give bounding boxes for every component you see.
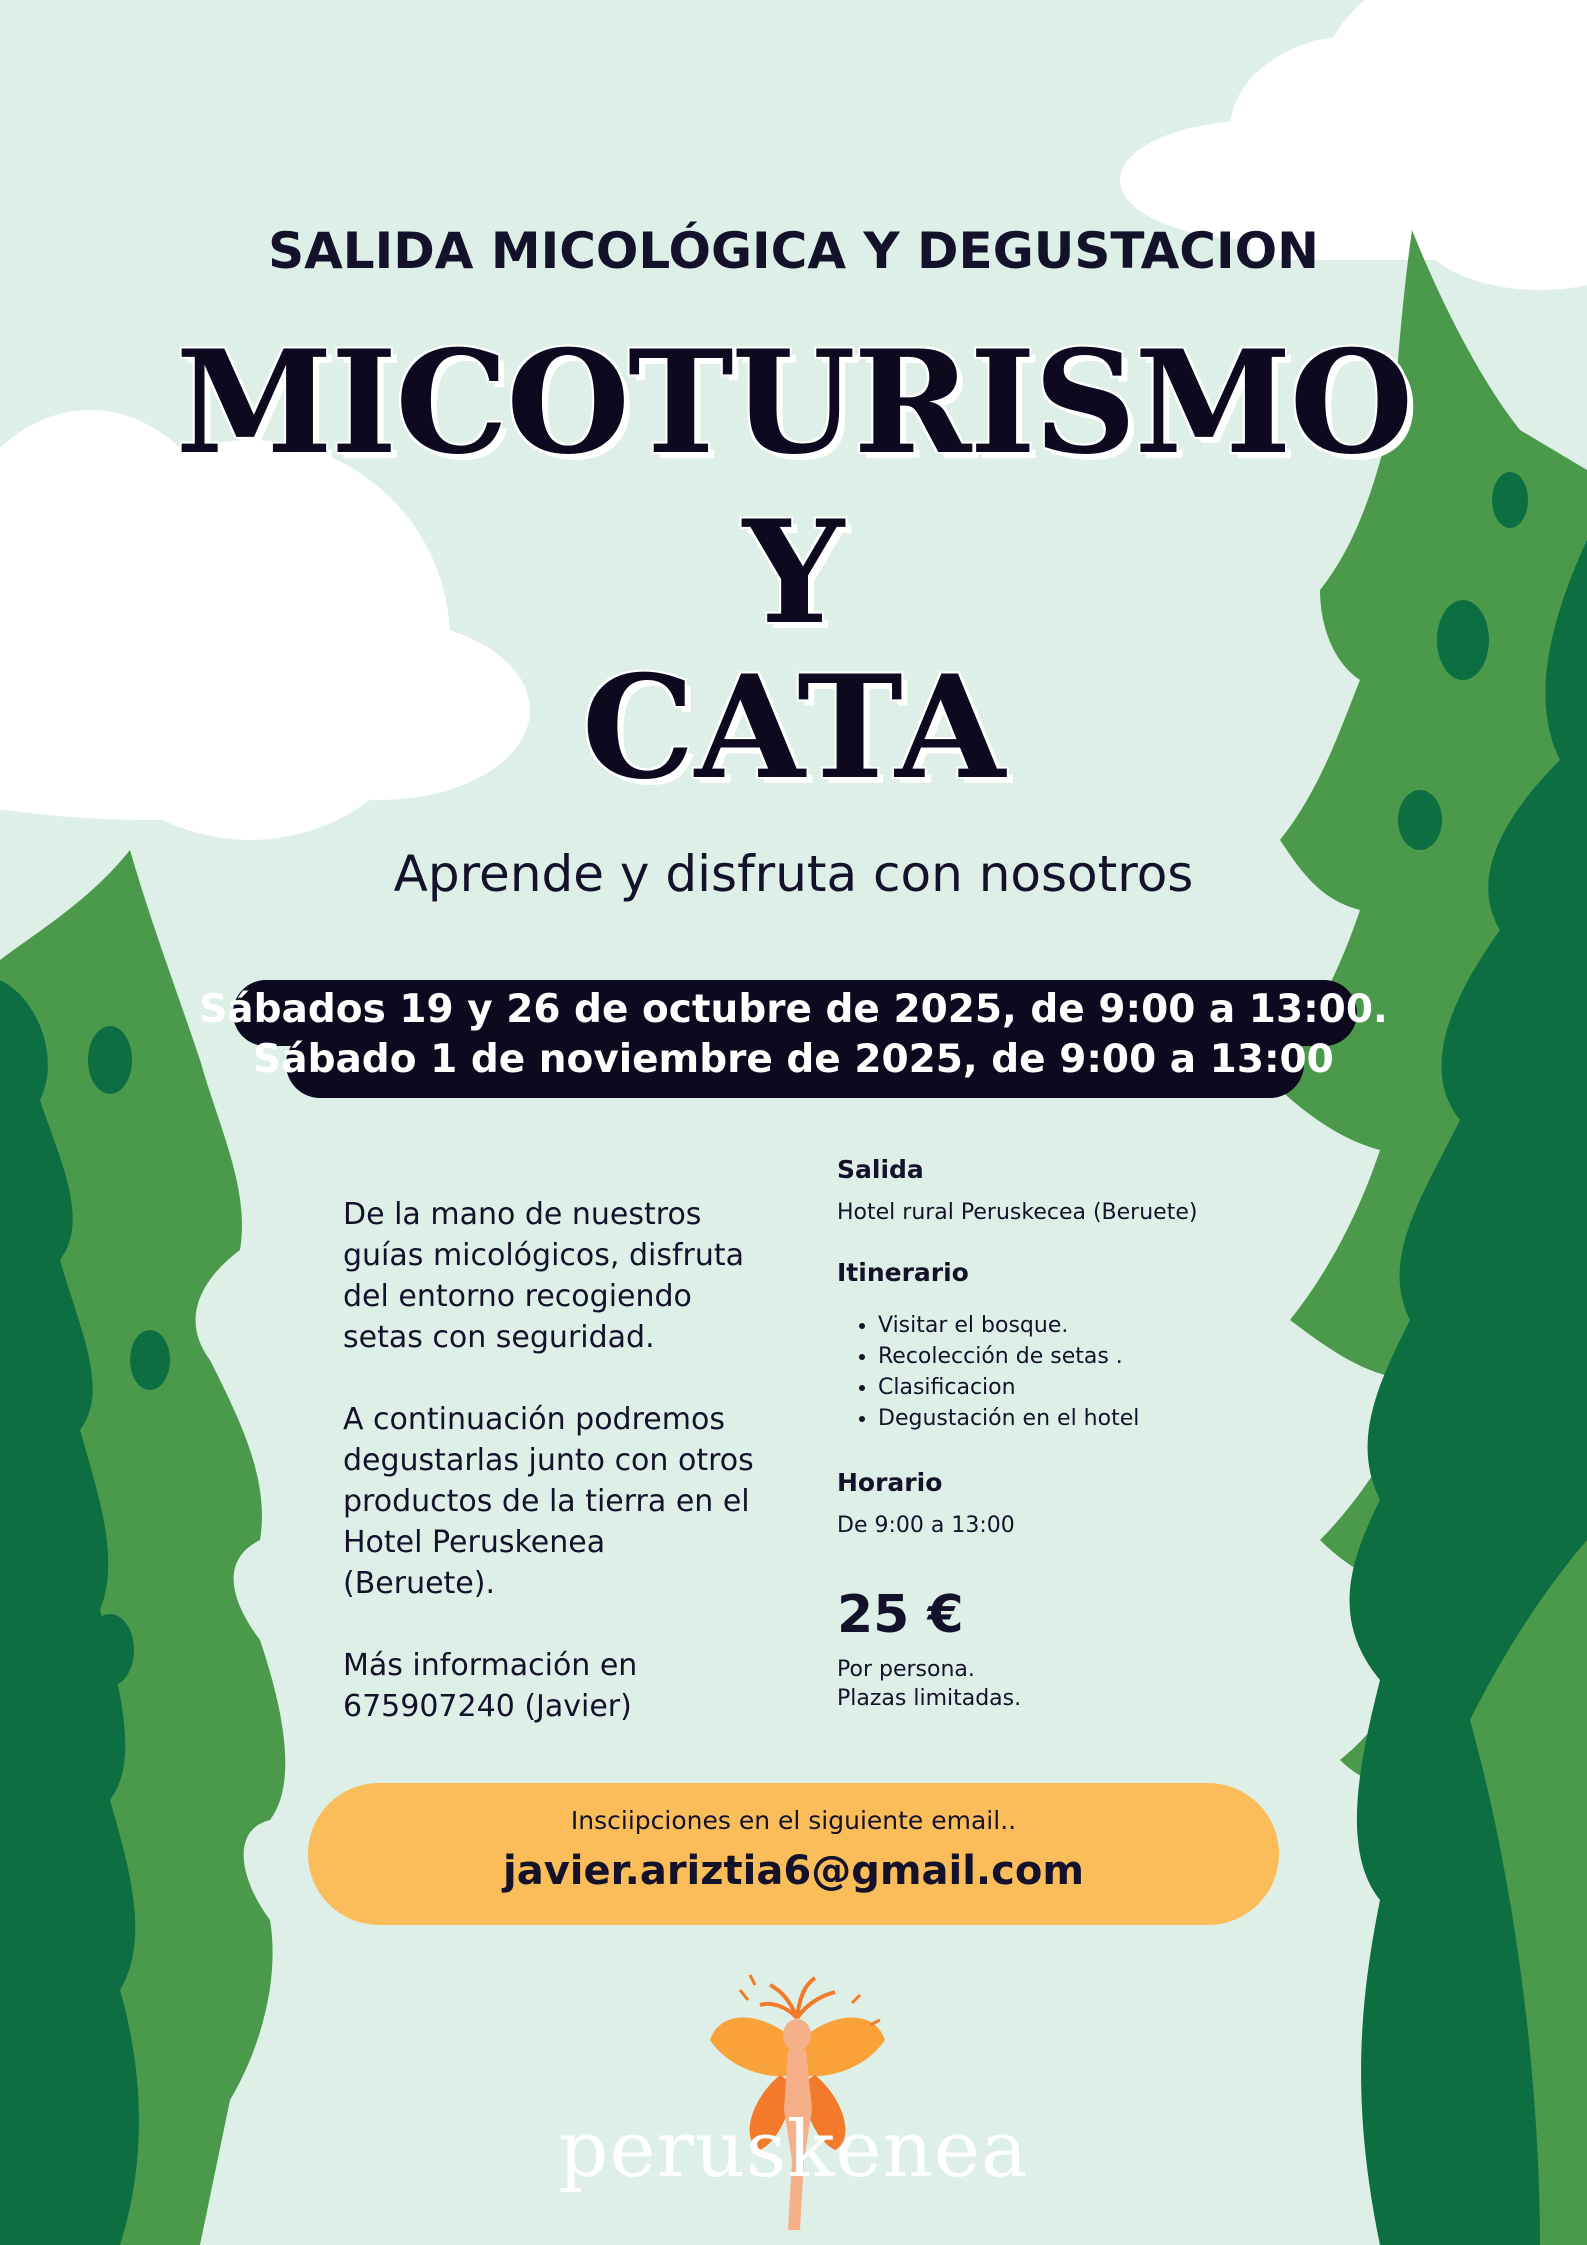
brand-logo-text: peruskenea (558, 2105, 1029, 2195)
event-subtitle: SALIDA MICOLÓGICA Y DEGUSTACION (268, 222, 1319, 280)
horario-heading: Horario (837, 1468, 943, 1497)
itinerario-heading: Itinerario (837, 1258, 969, 1287)
tagline: Aprende y disfruta con nosotros (393, 845, 1194, 903)
registration-email-link[interactable]: javier.ariztia6@gmail.com (503, 1848, 1084, 1894)
more-info-paragraph: Más información en 675907240 (Javier) (343, 1648, 638, 1724)
registration-intro: Insciipciones en el siguiente email.. (570, 1806, 1017, 1835)
description-paragraph-2: A continuación podremos degustarlas junto con otros productos de la tierra en el Hotel Peruskenea (Beruete). (343, 1402, 754, 1601)
salida-text: Hotel rural Peruskecea (Beruete) (837, 1200, 1198, 1225)
itinerario-item: • Recolección de setas . (878, 1341, 1139, 1372)
price: 25 € (837, 1585, 964, 1645)
itinerario-item: • Degustación en el hotel (878, 1403, 1139, 1434)
itinerario-item: • Visitar el bosque. (878, 1310, 1139, 1341)
itinerario-item: • Clasificacion (878, 1372, 1139, 1403)
date-line-1: Sábados 19 y 26 de octubre de 2025, de 9:00 a 13:00. (199, 987, 1388, 1032)
itinerario-list (856, 1310, 1139, 1434)
price-note-limited: Plazas limitadas. (837, 1686, 1022, 1711)
horario-text: De 9:00 a 13:00 (837, 1513, 1015, 1538)
main-title-line1: MICOTURISMO (175, 320, 1412, 486)
main-title-line3: CATA (581, 645, 1006, 811)
price-note-per-person: Por persona. (837, 1657, 975, 1682)
description-paragraph-1: De la mano de nuestros guías micológicos, disfruta del entorno recogiendo setas con seguridad. (343, 1197, 745, 1355)
salida-heading: Salida (837, 1155, 924, 1184)
main-title-line2: Y (742, 490, 845, 656)
date-line-2: Sábado 1 de noviembre de 2025, de 9:00 a 13:00 (253, 1037, 1334, 1082)
